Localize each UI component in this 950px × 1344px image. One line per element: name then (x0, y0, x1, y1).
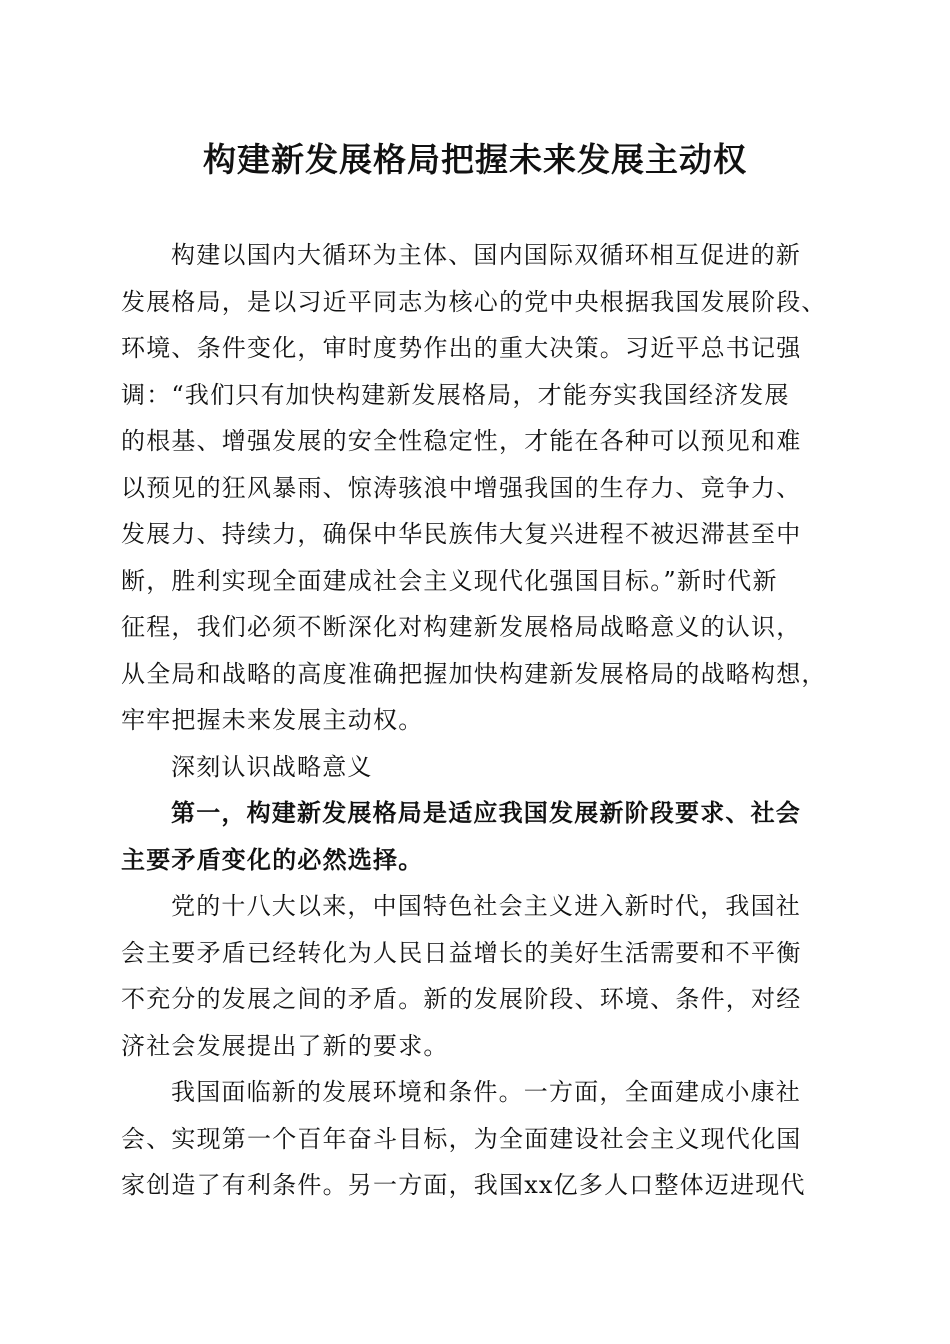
section-heading (121, 744, 833, 791)
paragraph-line: 发展格局，是以习近平同志为核心的党中央根据我国发展阶段、 (121, 287, 827, 316)
paragraph-line: 济社会发展提出了新的要求。 (121, 1031, 449, 1060)
paragraph-line: 会主要矛盾已经转化为人民日益增长的美好生活需要和不平衡 (121, 938, 802, 967)
paragraph-line: 我国面临新的发展环境和条件。一方面，全面建成小康社 (171, 1078, 801, 1106)
paragraph-point-one (121, 790, 833, 883)
document-body (121, 232, 833, 1209)
paragraph-environment (121, 1069, 833, 1209)
paragraph-line: 以预见的狂风暴雨、惊涛骇浪中增强我国的生存力、竞争力、 (121, 473, 802, 502)
paragraph-new-era (121, 883, 833, 1069)
paragraph-line: 发展力、持续力，确保中华民族伟大复兴进程不被迟滞甚至中 (121, 520, 802, 548)
paragraph-line: 第一，构建新发展格局是适应我国发展新阶段要求、社会 (171, 798, 801, 827)
paragraph-line: 不充分的发展之间的矛盾。新的发展阶段、环境、条件，对经 (121, 985, 802, 1013)
paragraph-line: 调：“我们只有加快构建新发展格局，才能夯实我国经济发展 (121, 380, 790, 409)
paragraph-line: 主要矛盾变化的必然选择。 (121, 844, 424, 874)
paragraph-line: 的根基、增强发展的安全性稳定性，才能在各种可以预见和难 (121, 427, 802, 455)
paragraph-line: 家创造了有利条件。另一方面，我国xx亿多人口整体迈进现代 (121, 1171, 806, 1199)
paragraph-line: 党的十八大以来，中国特色社会主义进入新时代，我国社 (171, 892, 801, 920)
paragraph-line: 牢牢把握未来发展主动权。 (121, 706, 424, 734)
paragraph-line: 环境、条件变化，审时度势作出的重大决策。习近平总书记强 (121, 334, 802, 362)
document-title: 构建新发展格局把握未来发展主动权 (203, 140, 747, 179)
paragraph-line: 会、实现第一个百年奋斗目标，为全面建设社会主义现代化国 (121, 1124, 802, 1153)
paragraph-line: 构建以国内大循环为主体、国内国际双循环相互促进的新 (171, 241, 801, 269)
paragraph-line: 断，胜利实现全面建成社会主义现代化强国目标。”新时代新 (121, 566, 778, 595)
paragraph-line: 从全局和战略的高度准确把握加快构建新发展格局的战略构想， (121, 659, 827, 688)
paragraph-line: 征程，我们必须不断深化对构建新发展格局战略意义的认识， (121, 613, 802, 641)
section-heading-text: 深刻认识战略意义 (171, 752, 373, 781)
paragraph-intro (121, 232, 833, 744)
